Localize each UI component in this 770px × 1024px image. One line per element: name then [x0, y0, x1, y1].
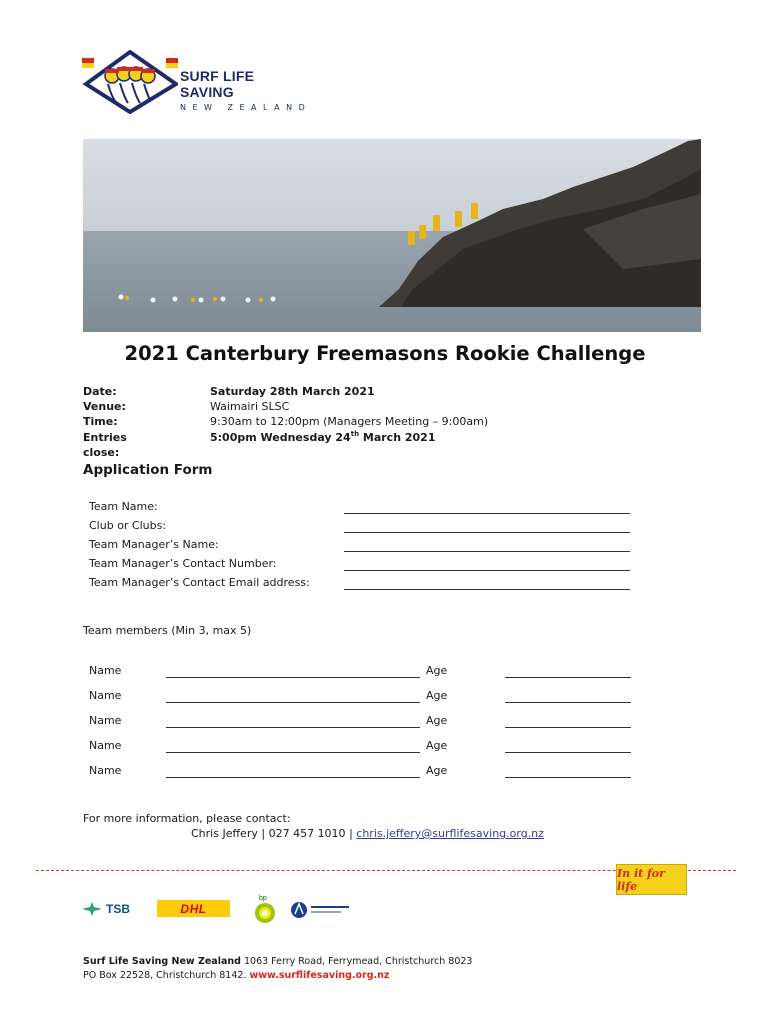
member-age-label: Age [426, 764, 448, 777]
brand-sub: NEW ZEALAND [180, 103, 312, 112]
separator: | [261, 827, 266, 840]
member-name-line[interactable] [166, 739, 420, 753]
detail-label: Time: [83, 415, 118, 429]
bp-logo [252, 893, 278, 925]
freemasons-emblem-icon [290, 898, 352, 922]
footer-street: 1063 Ferry Road, Ferrymead, Christchurch 8023 [243, 956, 473, 967]
bp-text: bp [259, 895, 267, 902]
member-name-line[interactable] [166, 664, 420, 678]
member-age-line[interactable] [505, 739, 631, 753]
contact-person: Chris Jeffery [191, 827, 258, 840]
application-form-heading: Application Form [83, 462, 213, 478]
rocky-coast-image [83, 139, 701, 332]
member-age-line[interactable] [505, 689, 631, 703]
field-label: Club or Clubs: [89, 519, 167, 532]
member-age-label: Age [426, 689, 448, 702]
member-age-label: Age [426, 739, 448, 752]
tsb-logo [82, 900, 130, 918]
field-label: Team Name: [89, 500, 158, 513]
member-name-line[interactable] [166, 764, 420, 778]
detail-label: Date: [83, 385, 117, 398]
slsnz-logo [82, 50, 312, 114]
member-name-label: Name [89, 664, 122, 677]
footer-po [83, 970, 389, 981]
footer-po-box: PO Box 22528, Christchurch 8142. [83, 970, 247, 981]
member-age-label: Age [426, 664, 448, 677]
tsb-star-icon [82, 902, 102, 916]
tsb-text: TSB [106, 902, 130, 916]
team-name-line[interactable] [344, 500, 630, 514]
club-line[interactable] [344, 519, 630, 533]
footer-address [83, 956, 472, 967]
member-name-label: Name [89, 739, 122, 752]
badge-text: In it for life [617, 866, 665, 893]
entries-close-date: 5:00pm Wednesday 24 [210, 430, 351, 444]
member-age-line[interactable] [505, 714, 631, 728]
detail-label: Entries close: [83, 430, 127, 459]
contact-email-link[interactable]: chris.jeffery@surflifesaving.org.nz [356, 827, 544, 840]
in-it-for-life-badge [616, 864, 687, 895]
detail-value: Waimairi SLSC [210, 400, 290, 414]
member-name-label: Name [89, 764, 122, 777]
member-name-label: Name [89, 714, 122, 727]
member-name-line[interactable] [166, 714, 420, 728]
member-name-line[interactable] [166, 689, 420, 703]
hero-photo [83, 139, 701, 332]
member-age-line[interactable] [505, 664, 631, 678]
lifeguard-emblem-icon [82, 50, 178, 114]
separator: | [349, 827, 353, 840]
sponsor-logos [82, 893, 362, 929]
field-label: Team Manager’s Contact Number: [89, 557, 277, 570]
contact-line [191, 827, 544, 840]
footer-website-link[interactable]: www.surflifesaving.org.nz [249, 970, 390, 981]
dhl-text: DHL [180, 901, 207, 916]
contact-intro: For more information, please contact: [83, 812, 291, 825]
detail-value: 9:30am to 12:00pm (Managers Meeting – 9:00am) [210, 415, 489, 429]
manager-email-line[interactable] [344, 576, 630, 590]
contact-phone: 027 457 1010 [268, 827, 346, 840]
footer-org: Surf Life Saving New Zealand [83, 956, 241, 967]
page-title: 2021 Canterbury Freemasons Rookie Challenge [124, 342, 646, 365]
ordinal-suffix: th [350, 429, 360, 438]
detail-value [210, 430, 435, 445]
detail-value: Saturday 28th March 2021 [210, 385, 375, 398]
bp-helios-icon [252, 893, 278, 925]
brand-name: SURF LIFE SAVING [180, 68, 255, 100]
dhl-logo [157, 900, 230, 917]
member-name-label: Name [89, 689, 122, 702]
field-label: Team Manager’s Contact Email address: [89, 576, 310, 589]
team-members-label: Team members (Min 3, max 5) [83, 624, 252, 637]
entries-close-month: March 2021 [359, 430, 436, 444]
manager-phone-line[interactable] [344, 557, 630, 571]
manager-name-line[interactable] [344, 538, 630, 552]
freemasons-logo [290, 898, 352, 922]
member-age-line[interactable] [505, 764, 631, 778]
detail-label: Venue: [83, 400, 126, 414]
member-age-label: Age [426, 714, 448, 727]
field-label: Team Manager’s Name: [89, 538, 219, 551]
